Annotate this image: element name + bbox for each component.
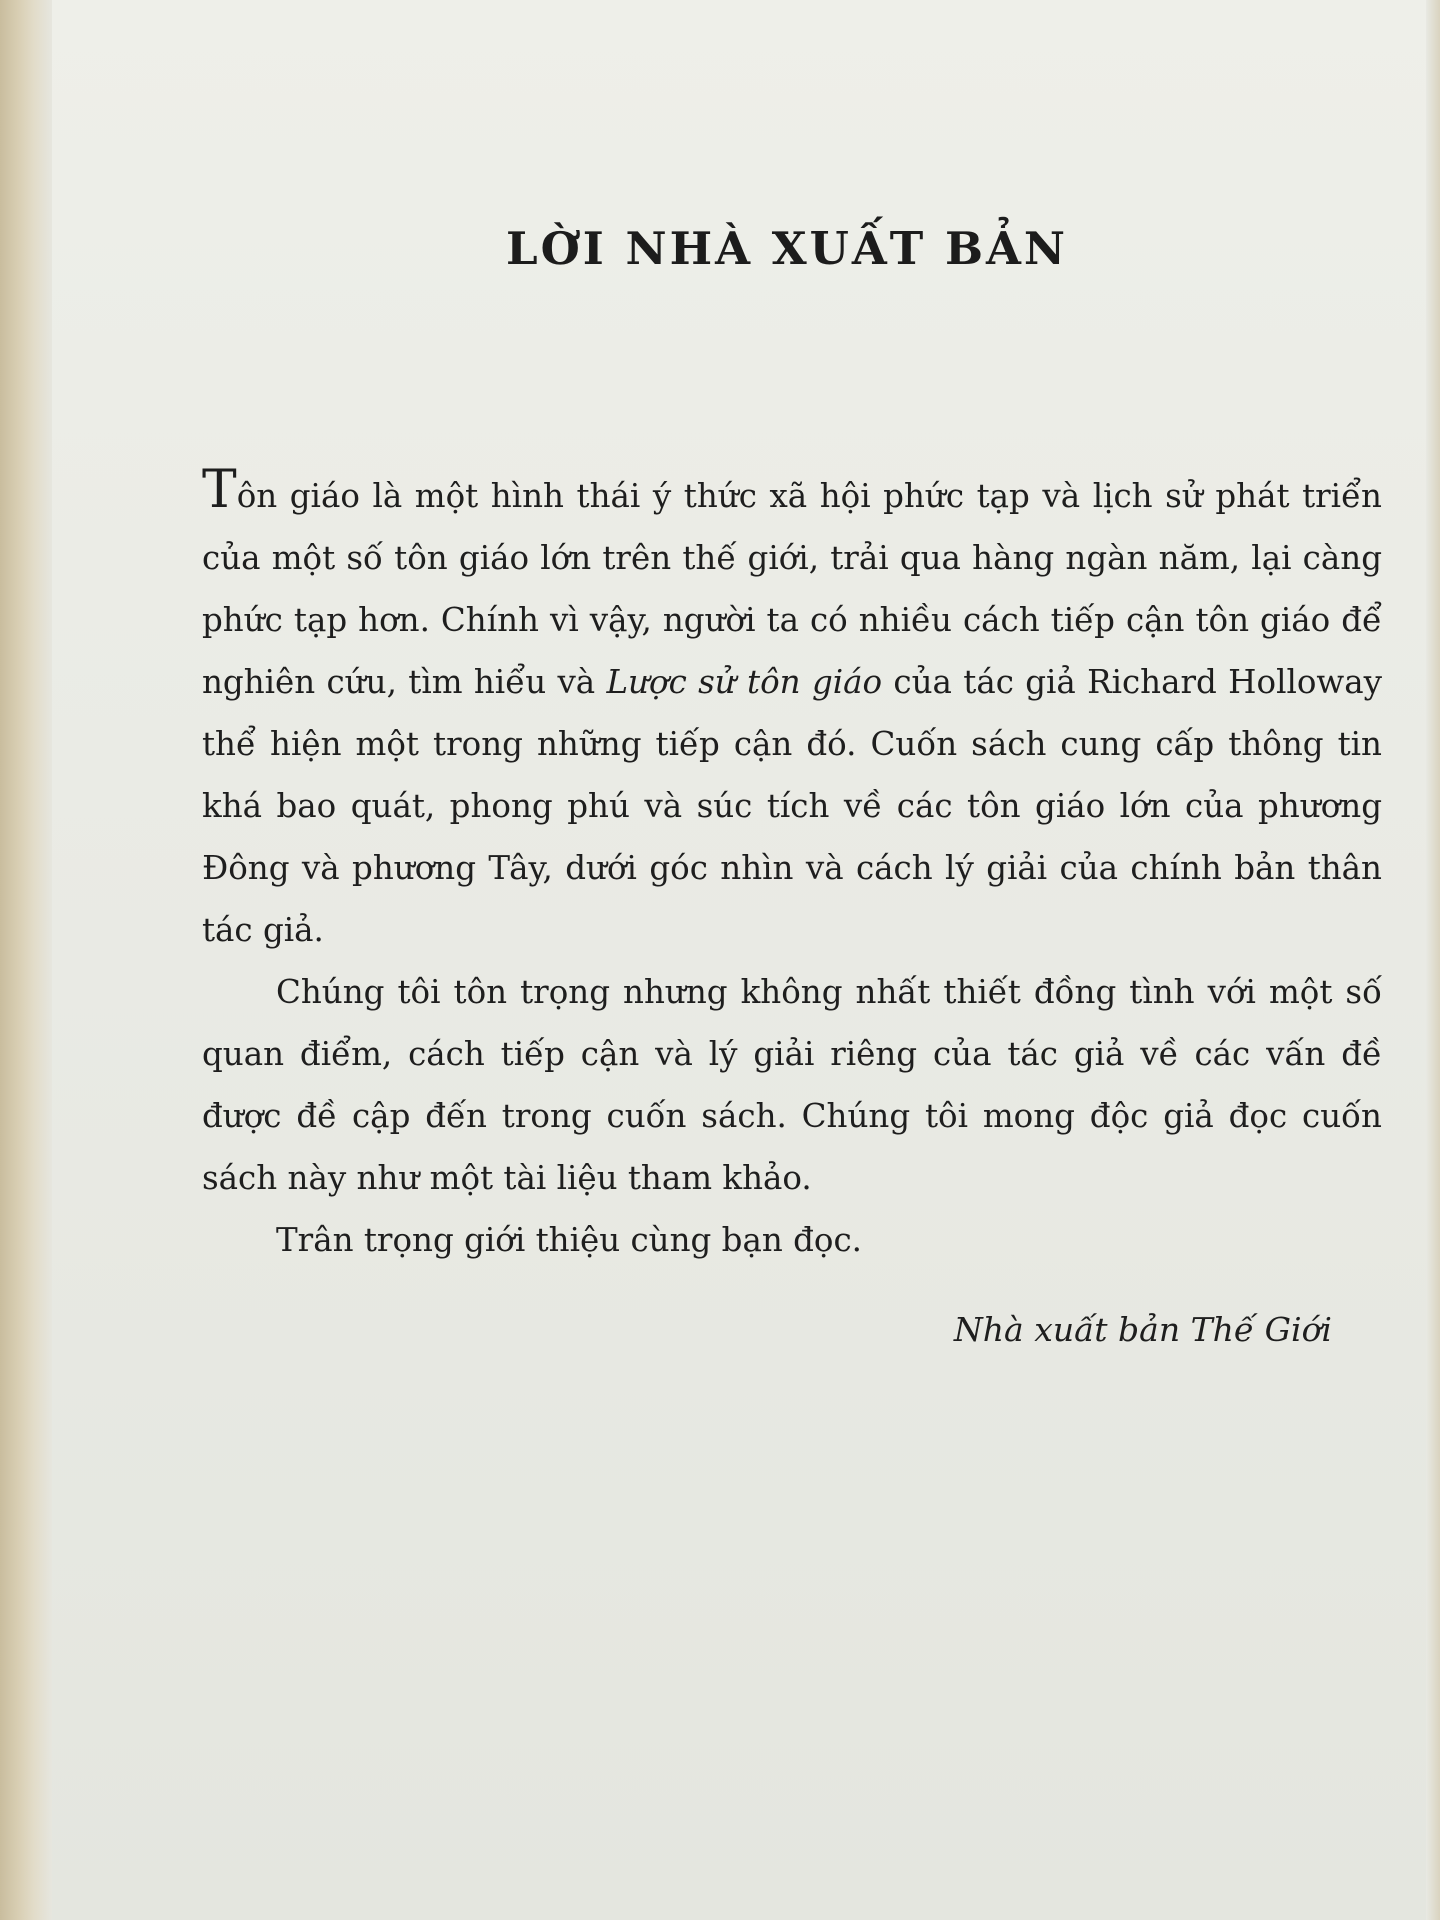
paragraph-1-text-b: của tác giả Richard Holloway thể hiện một trong những tiếp cận đó. Cuốn sách cung cấp thông tin khá bao quát, phong phú và súc tích về các tôn giáo lớn của phương Đông và phương Tây, dưới góc nhìn và cách lý giải của chính bản thân tác giả. xyxy=(202,663,1382,949)
publisher-signature: Nhà xuất bản Thế Giới xyxy=(953,1310,1332,1349)
drop-cap: T xyxy=(202,460,237,520)
book-page xyxy=(52,0,1426,1920)
paragraph-3: Trân trọng giới thiệu cùng bạn đọc. xyxy=(276,1221,862,1259)
book-title-italic: Lược sử tôn giáo xyxy=(606,663,883,701)
page-right-edge xyxy=(1426,0,1440,1920)
paragraph-2: Chúng tôi tôn trọng nhưng không nhất thiết đồng tình với một số quan điểm, cách tiếp cận và lý giải riêng của tác giả về các vấn đề được đề cập đến trong cuốn sách. Chúng tôi mong độc giả đọc cuốn sách này như một tài liệu tham khảo. xyxy=(202,973,1382,1197)
body-text xyxy=(202,460,1382,1271)
page-title: LỜI NHÀ XUẤT BẢN xyxy=(505,222,1069,275)
paragraph-1-text-a: ôn giáo là một hình thái ý thức xã hội phức tạp và lịch sử phát triển của một số tôn giáo lớn trên thế giới, trải qua hàng ngàn năm, lại càng phức tạp hơn. Chính vì vậy, người ta có nhiều cách tiếp cận tôn giáo để nghiên cứu, tìm hiểu và xyxy=(202,477,1382,701)
book-spine-edge xyxy=(0,0,52,1920)
paragraph-1 xyxy=(202,460,1382,961)
